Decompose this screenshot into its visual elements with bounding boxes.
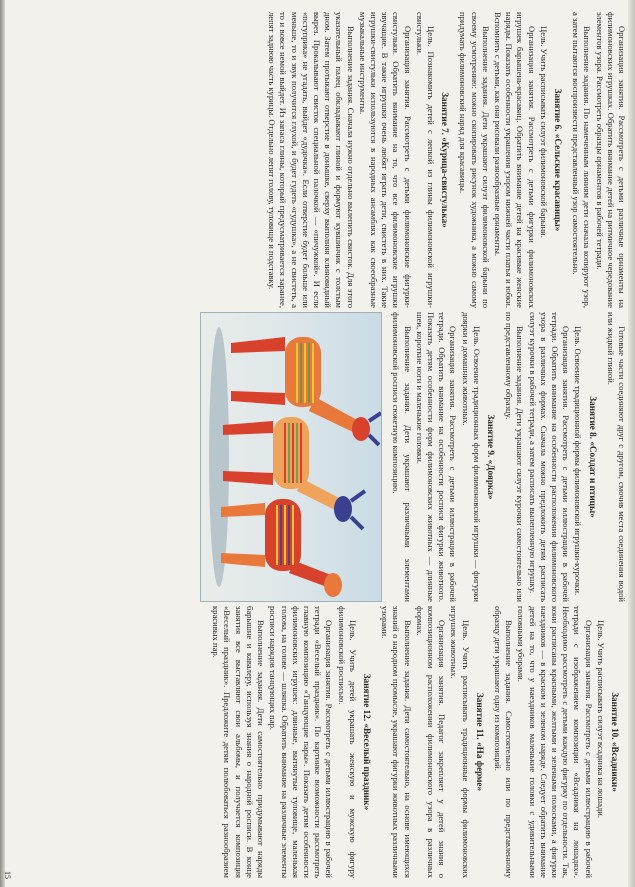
paragraph: Цель. Учить расписывать традиционные формы филимоновских игрушек животных. bbox=[449, 606, 471, 878]
column-1 bbox=[7, 12, 627, 308]
paragraph: Выполнение задания. Сначала нужно отдельно вылепить свисток. Для этого указательный палец обкладывают глиной и формуют кувшинчик с толстым дном. Затем протыкают отверстие в донышке, сверху выполняя клиновидный вырез. Прокалывают свисток специальной палочкой — «пичужкой». И если «пступрика» не угадать, выйдет «дудочка». Если отверстие будет больше или меньше, то и звук получится глухой, и будет гудеть «гудушка», а не свистеть, а то и вовсе немой выйдет. Из запаса глины, который предусматривается заранее, лепят заднюю часть курицы. Отдельно лепят голову, туловище и подставку. bbox=[267, 12, 356, 308]
paragraph: Выполнение задания. Дети украшают различными элементами филимоновской росписи сюжетную композицию. bbox=[391, 312, 413, 602]
page-number: 15 bbox=[3, 871, 13, 879]
paragraph: Выполнение задания. Дети украшают силуэт филимоновской барыни по своему усмотрению: можно скопировать рисунок художника, а можно самому придумать филимоновский наряд для красавицы. bbox=[458, 12, 491, 308]
paragraph: Организация занятия. Рассмотреть с детьми иллюстрации в рабочей тетради. Обратить внимание на особенности расположения филимоновского узора в различных формах. Сначала можно предложить детям расписать силуэт курочки в рабочей тетради, а затем расписать вылепленную игрушку. bbox=[527, 312, 572, 602]
lesson-6-heading: Занятие 6. «Сельские красавицы» bbox=[552, 88, 563, 232]
lesson-10-heading: Занятие 10. «Всадники» bbox=[610, 692, 620, 792]
paragraph: Организация занятия. Рассмотреть с детьми иллюстрацию в рабочей тетради с изображением композиции «Всадники на лошадях». Необходимо рассмотреть с детьми каждую фигурку по отдельности. Так, кони расписаны красными, желтыми и зелеными полосками, а фигурки наездников — в красном и зеленом наряде. Следует обратить внимание детей на то, что у наездников маленькие головки с удивительными головными уборами. bbox=[516, 606, 594, 878]
lesson-11-heading: Занятие 11. «На ферме» bbox=[474, 692, 485, 792]
column-2 bbox=[7, 312, 627, 602]
table-shadow bbox=[209, 327, 229, 587]
paragraph: Цель. Учить расписывать силуэт филимоновской барыни. bbox=[538, 26, 549, 238]
paragraph: Организация занятия. Рассмотреть с детьми иллюстрации в рабочей тетради. Обратить внимание на особенности росписи фигурки животного. Показать детям особенности форм филимоновских животных — длинные шеи, короткие ноги и маленькие головки. bbox=[414, 312, 459, 602]
lesson-9-heading: Занятие 9. «Дояркa» bbox=[485, 414, 496, 500]
lesson-7-heading: Занятие 7. «Курица-свистулька» bbox=[440, 92, 451, 228]
filimonov-toys-photo bbox=[200, 312, 382, 602]
paragraph: Организация занятия. Рассмотреть с детьми филимоновские фигурки-свистульки. Обратить внимание на то, что все филимоновские игрушки звучащие. В такие игрушки очень любят играть дети, свистеть в них. Такие игрушки-свистульки используются в народных ансамблях как своеобразные музыкальные инструменты. bbox=[357, 12, 413, 308]
toy-animal-3 bbox=[221, 499, 342, 597]
column-3 bbox=[7, 606, 627, 878]
paragraph: Выполнение задания. Самостоятельно или по представленному образцу дети украшают одну из композиций. bbox=[492, 606, 515, 878]
lesson-12-heading: Занятие 12. «Веселый праздник» bbox=[361, 673, 372, 811]
paragraph: Выполнение задания. Дети самостоятельно придумывают наряды барышне и кавалеру, используя знания о народной росписи. В конце занятия все выставляют свои альбомы, и получается композиция «Веселый праздник». Предложите детям полюбоваться разнообразием красивых пар. bbox=[211, 606, 267, 878]
paragraph: Организация занятия. Рассмотреть с детьми иллюстрацию в рабочей тетради «Веселый праздник». По картинке возможности рассмотреть главную композицию «Танцующие пары». Показать детям особенности филимоновских игрушек: длинные, вытянутые туловище, маленькая голова, на голове — шляпка. Обратить внимание на различные элементы росписи нарядов танцующих пар. bbox=[268, 606, 335, 878]
paragraph: Цель. Учить расписывать силуэт всадника на лошади. bbox=[595, 620, 606, 819]
paragraph: Выполнение задания. Дети самостоятельно, на основе имеющихся знаний о народном промысле, украшают фигурки животных различными узорами. bbox=[380, 606, 413, 878]
paragraph: Выполнение задания. По намеченным линиям дети сначала копируют узор, а затем пытаются воспроизвести представленный узор самостоятельно. bbox=[571, 12, 593, 308]
paragraph: Цель. Познакомить детей с лепкой из глины филимоновской игрушки-свистульки. bbox=[414, 12, 436, 308]
paragraph: Готовые части соединяют друг с другом, смочив места соединения водой или жидкой глиной. bbox=[605, 312, 627, 602]
paragraph: Организация занятия. Педагог закрепляет у детей знания о композиционном расположении филимоновского узора в различных формах. bbox=[414, 606, 448, 878]
paragraph: Организация занятия. Рассмотреть с детьми различные орнаменты на филимоновских игрушках. Обратить внимание детей на ритмичное чередование элементов узора. Рассмотреть образцы орнаментов в рабочей тетради. bbox=[594, 12, 627, 308]
toys-illustration bbox=[201, 313, 381, 601]
paragraph: Цель. Освоение традиционной формы филимоновской игрушки-курочки. bbox=[573, 326, 584, 596]
paragraph: Цель. Освоение традиционных форм филимоновской игрушки — фигурки доярки и домашних животных. bbox=[460, 312, 482, 602]
paragraph: Цель. Учить детей украшать женскую и мужскую фигуру филимоновской росписью. bbox=[336, 606, 358, 878]
paragraph: Организация занятия. Рассмотреть с детьми фигурки филимоновских игрушек барышень-красавиц. Обратить внимание детей на красивые женские наряды. Показать особенности украшения узором нижней части платья и юбки. Вспомнить с детьми, как они рисовали разнообразные орнаменты. bbox=[492, 12, 537, 308]
lesson-8-heading: Занятие 8. «Солдат и птицы» bbox=[587, 396, 598, 518]
paragraph: Выполнение задания. Дети украшают силуэт курочки самостоятельно или по представленному образцу. bbox=[504, 312, 526, 602]
